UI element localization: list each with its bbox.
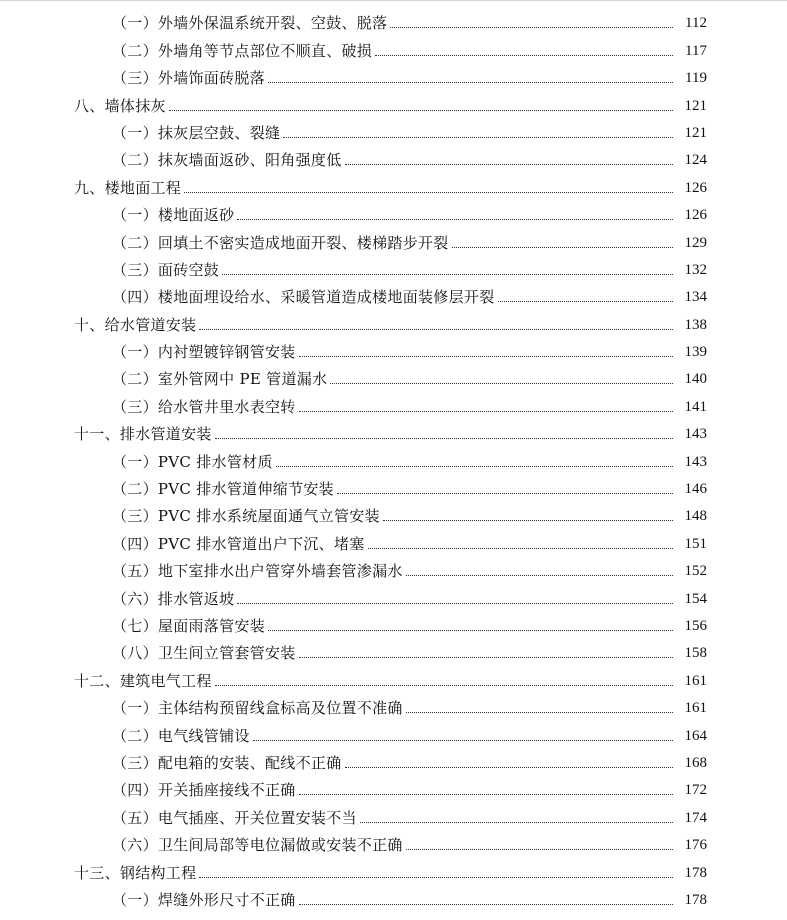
toc-page-number: 158 [684, 645, 707, 662]
toc-page-number: 176 [684, 837, 707, 854]
toc-chapter-entry[interactable] [0, 309, 787, 336]
toc-section-entry[interactable] [0, 337, 787, 364]
toc-page-number: 141 [684, 398, 707, 415]
toc-dot-leader [237, 603, 673, 604]
toc-dot-leader [299, 794, 673, 795]
toc-section-entry[interactable] [0, 63, 787, 90]
toc-section-entry[interactable] [0, 282, 787, 309]
toc-dot-leader [184, 192, 673, 193]
toc-entry-title: （二）电气线管铺设 [112, 726, 250, 745]
toc-page-number: 161 [684, 672, 707, 689]
toc-section-entry[interactable] [0, 35, 787, 62]
toc-entry-title: （一）楼地面返砂 [112, 206, 235, 225]
toc-page-number: 151 [684, 535, 707, 552]
toc-entry-title: （一）抹灰层空鼓、裂缝 [112, 123, 281, 142]
toc-entry-title: （三）面砖空鼓 [112, 260, 220, 279]
toc-entry-title: （二）室外管网中 PE 管道漏水 [112, 370, 328, 389]
toc-page-number: 178 [684, 891, 707, 908]
toc-page-number: 138 [684, 316, 707, 333]
toc-dot-leader [199, 329, 673, 330]
toc-page-number: 117 [685, 42, 707, 59]
toc-page-number: 126 [684, 179, 707, 196]
toc-page-number: 161 [684, 700, 707, 717]
toc-dot-leader [337, 493, 673, 494]
toc-dot-leader [452, 247, 673, 248]
toc-page-number: 140 [684, 371, 707, 388]
toc-dot-leader [406, 849, 673, 850]
toc-entry-title: （六）排水管返坡 [112, 589, 235, 608]
toc-page-number: 164 [684, 727, 707, 744]
toc-page-number: 126 [684, 207, 707, 224]
toc-entry-title: （一）外墙外保温系统开裂、空鼓、脱落 [112, 14, 388, 33]
toc-entry-title: （一）主体结构预留线盒标高及位置不准确 [112, 699, 403, 718]
toc-entry-title: 十三、钢结构工程 [74, 863, 197, 882]
toc-dot-leader [283, 137, 673, 138]
toc-entry-title: （二）回填土不密实造成地面开裂、楼梯踏步开裂 [112, 233, 449, 252]
toc-page-number: 143 [684, 453, 707, 470]
toc-page-number: 154 [684, 590, 707, 607]
toc-dot-leader [330, 383, 673, 384]
toc-dot-leader [222, 274, 673, 275]
toc-dot-leader [299, 356, 673, 357]
toc-section-entry[interactable] [0, 364, 787, 391]
toc-section-entry[interactable] [0, 391, 787, 418]
toc-dot-leader [360, 822, 673, 823]
toc-entry-title: （四）PVC 排水管道出户下沉、堵塞 [112, 534, 365, 553]
toc-dot-leader [375, 55, 673, 56]
toc-entry-title: （五）地下室排水出户管穿外墙套管渗漏水 [112, 562, 403, 581]
toc-section-entry[interactable] [0, 748, 787, 775]
header-rule [0, 0, 787, 1]
toc-page-number: 143 [684, 426, 707, 443]
toc-page-number: 121 [684, 97, 707, 114]
toc-dot-leader [253, 740, 673, 741]
toc-section-entry[interactable] [0, 446, 787, 473]
toc-dot-leader [368, 548, 673, 549]
toc-chapter-entry[interactable] [0, 172, 787, 199]
toc-entry-title: （四）开关插座接线不正确 [112, 781, 296, 800]
toc-dot-leader [383, 520, 673, 521]
toc-page-number: 172 [684, 782, 707, 799]
toc-section-entry[interactable] [0, 720, 787, 747]
toc-entry-title: （一）焊缝外形尺寸不正确 [112, 890, 296, 909]
toc-section-entry[interactable] [0, 802, 787, 829]
toc-page-number: 129 [684, 234, 707, 251]
toc-entry-title: （三）PVC 排水系统屋面通气立管安装 [112, 507, 380, 526]
toc-entry-title: （六）卫生间局部等电位漏做或安装不正确 [112, 836, 403, 855]
toc-section-entry[interactable] [0, 556, 787, 583]
toc-dot-leader [215, 438, 673, 439]
toc-entry-title: 十、给水管道安装 [74, 315, 197, 334]
toc-dot-leader [199, 877, 673, 878]
toc-page-number: 146 [684, 481, 707, 498]
toc-dot-leader [268, 630, 673, 631]
toc-entry-title: （三）给水管井里水表空转 [112, 397, 296, 416]
toc-chapter-entry[interactable] [0, 665, 787, 692]
toc-section-entry[interactable] [0, 118, 787, 145]
toc-section-entry[interactable] [0, 8, 787, 35]
toc-page-number: 121 [684, 124, 707, 141]
toc-entry-title: （五）电气插座、开关位置安装不当 [112, 808, 357, 827]
toc-section-entry[interactable] [0, 775, 787, 802]
toc-dot-leader [406, 575, 673, 576]
toc-page-number: 134 [684, 289, 707, 306]
toc-chapter-entry[interactable] [0, 419, 787, 446]
toc-dot-leader [237, 219, 673, 220]
toc-dot-leader [268, 82, 673, 83]
toc-page-number: 112 [685, 15, 707, 32]
toc-section-entry[interactable] [0, 227, 787, 254]
toc-entry-title: （一）PVC 排水管材质 [112, 452, 273, 471]
toc-entry-title: 八、墙体抹灰 [74, 96, 166, 115]
toc-dot-leader [276, 466, 673, 467]
toc-chapter-entry[interactable] [0, 90, 787, 117]
toc-section-entry[interactable] [0, 528, 787, 555]
toc-section-entry[interactable] [0, 474, 787, 501]
toc-section-entry[interactable] [0, 145, 787, 172]
toc-dot-leader [406, 712, 673, 713]
toc-page-number: 152 [684, 563, 707, 580]
toc-page-number: 156 [684, 617, 707, 634]
toc-entry-title: （二）PVC 排水管道伸缩节安装 [112, 480, 334, 499]
toc-entry-title: （四）楼地面埋设给水、采暖管道造成楼地面装修层开裂 [112, 288, 495, 307]
toc-page-number: 139 [684, 344, 707, 361]
toc-dot-leader [299, 411, 673, 412]
toc-entry-title: （二）外墙角等节点部位不顺直、破损 [112, 41, 373, 60]
toc-page-number: 178 [684, 864, 707, 881]
toc-entry-title: 十一、排水管道安装 [74, 425, 212, 444]
toc-section-entry[interactable] [0, 611, 787, 638]
toc-entry-title: （八）卫生间立管套管安装 [112, 644, 296, 663]
toc-dot-leader [345, 164, 673, 165]
toc-section-entry[interactable] [0, 693, 787, 720]
toc-section-entry[interactable] [0, 583, 787, 610]
table-of-contents [0, 8, 787, 912]
toc-section-entry[interactable] [0, 200, 787, 227]
toc-dot-leader [345, 767, 673, 768]
toc-section-entry[interactable] [0, 501, 787, 528]
toc-dot-leader [299, 904, 673, 905]
toc-page-number: 168 [684, 754, 707, 771]
toc-entry-title: （二）抹灰墙面返砂、阳角强度低 [112, 151, 342, 170]
toc-page-number: 148 [684, 508, 707, 525]
toc-entry-title: （七）屋面雨落管安装 [112, 616, 266, 635]
toc-entry-title: 九、楼地面工程 [74, 178, 182, 197]
toc-page-number: 132 [684, 261, 707, 278]
toc-section-entry[interactable] [0, 830, 787, 857]
toc-dot-leader [498, 301, 673, 302]
toc-dot-leader [390, 27, 673, 28]
toc-dot-leader [169, 110, 673, 111]
toc-dot-leader [215, 685, 673, 686]
toc-entry-title: （三）配电箱的安装、配线不正确 [112, 753, 342, 772]
toc-entry-title: （三）外墙饰面砖脱落 [112, 69, 266, 88]
toc-entry-title: （一）内衬塑镀锌钢管安装 [112, 343, 296, 362]
toc-entry-title: 十二、建筑电气工程 [74, 671, 212, 690]
toc-page-number: 124 [684, 152, 707, 169]
toc-chapter-entry[interactable] [0, 857, 787, 884]
toc-section-entry[interactable] [0, 255, 787, 282]
toc-page-number: 174 [684, 809, 707, 826]
toc-page-number: 119 [685, 70, 707, 87]
toc-section-entry[interactable] [0, 885, 787, 912]
toc-dot-leader [299, 657, 673, 658]
toc-section-entry[interactable] [0, 638, 787, 665]
